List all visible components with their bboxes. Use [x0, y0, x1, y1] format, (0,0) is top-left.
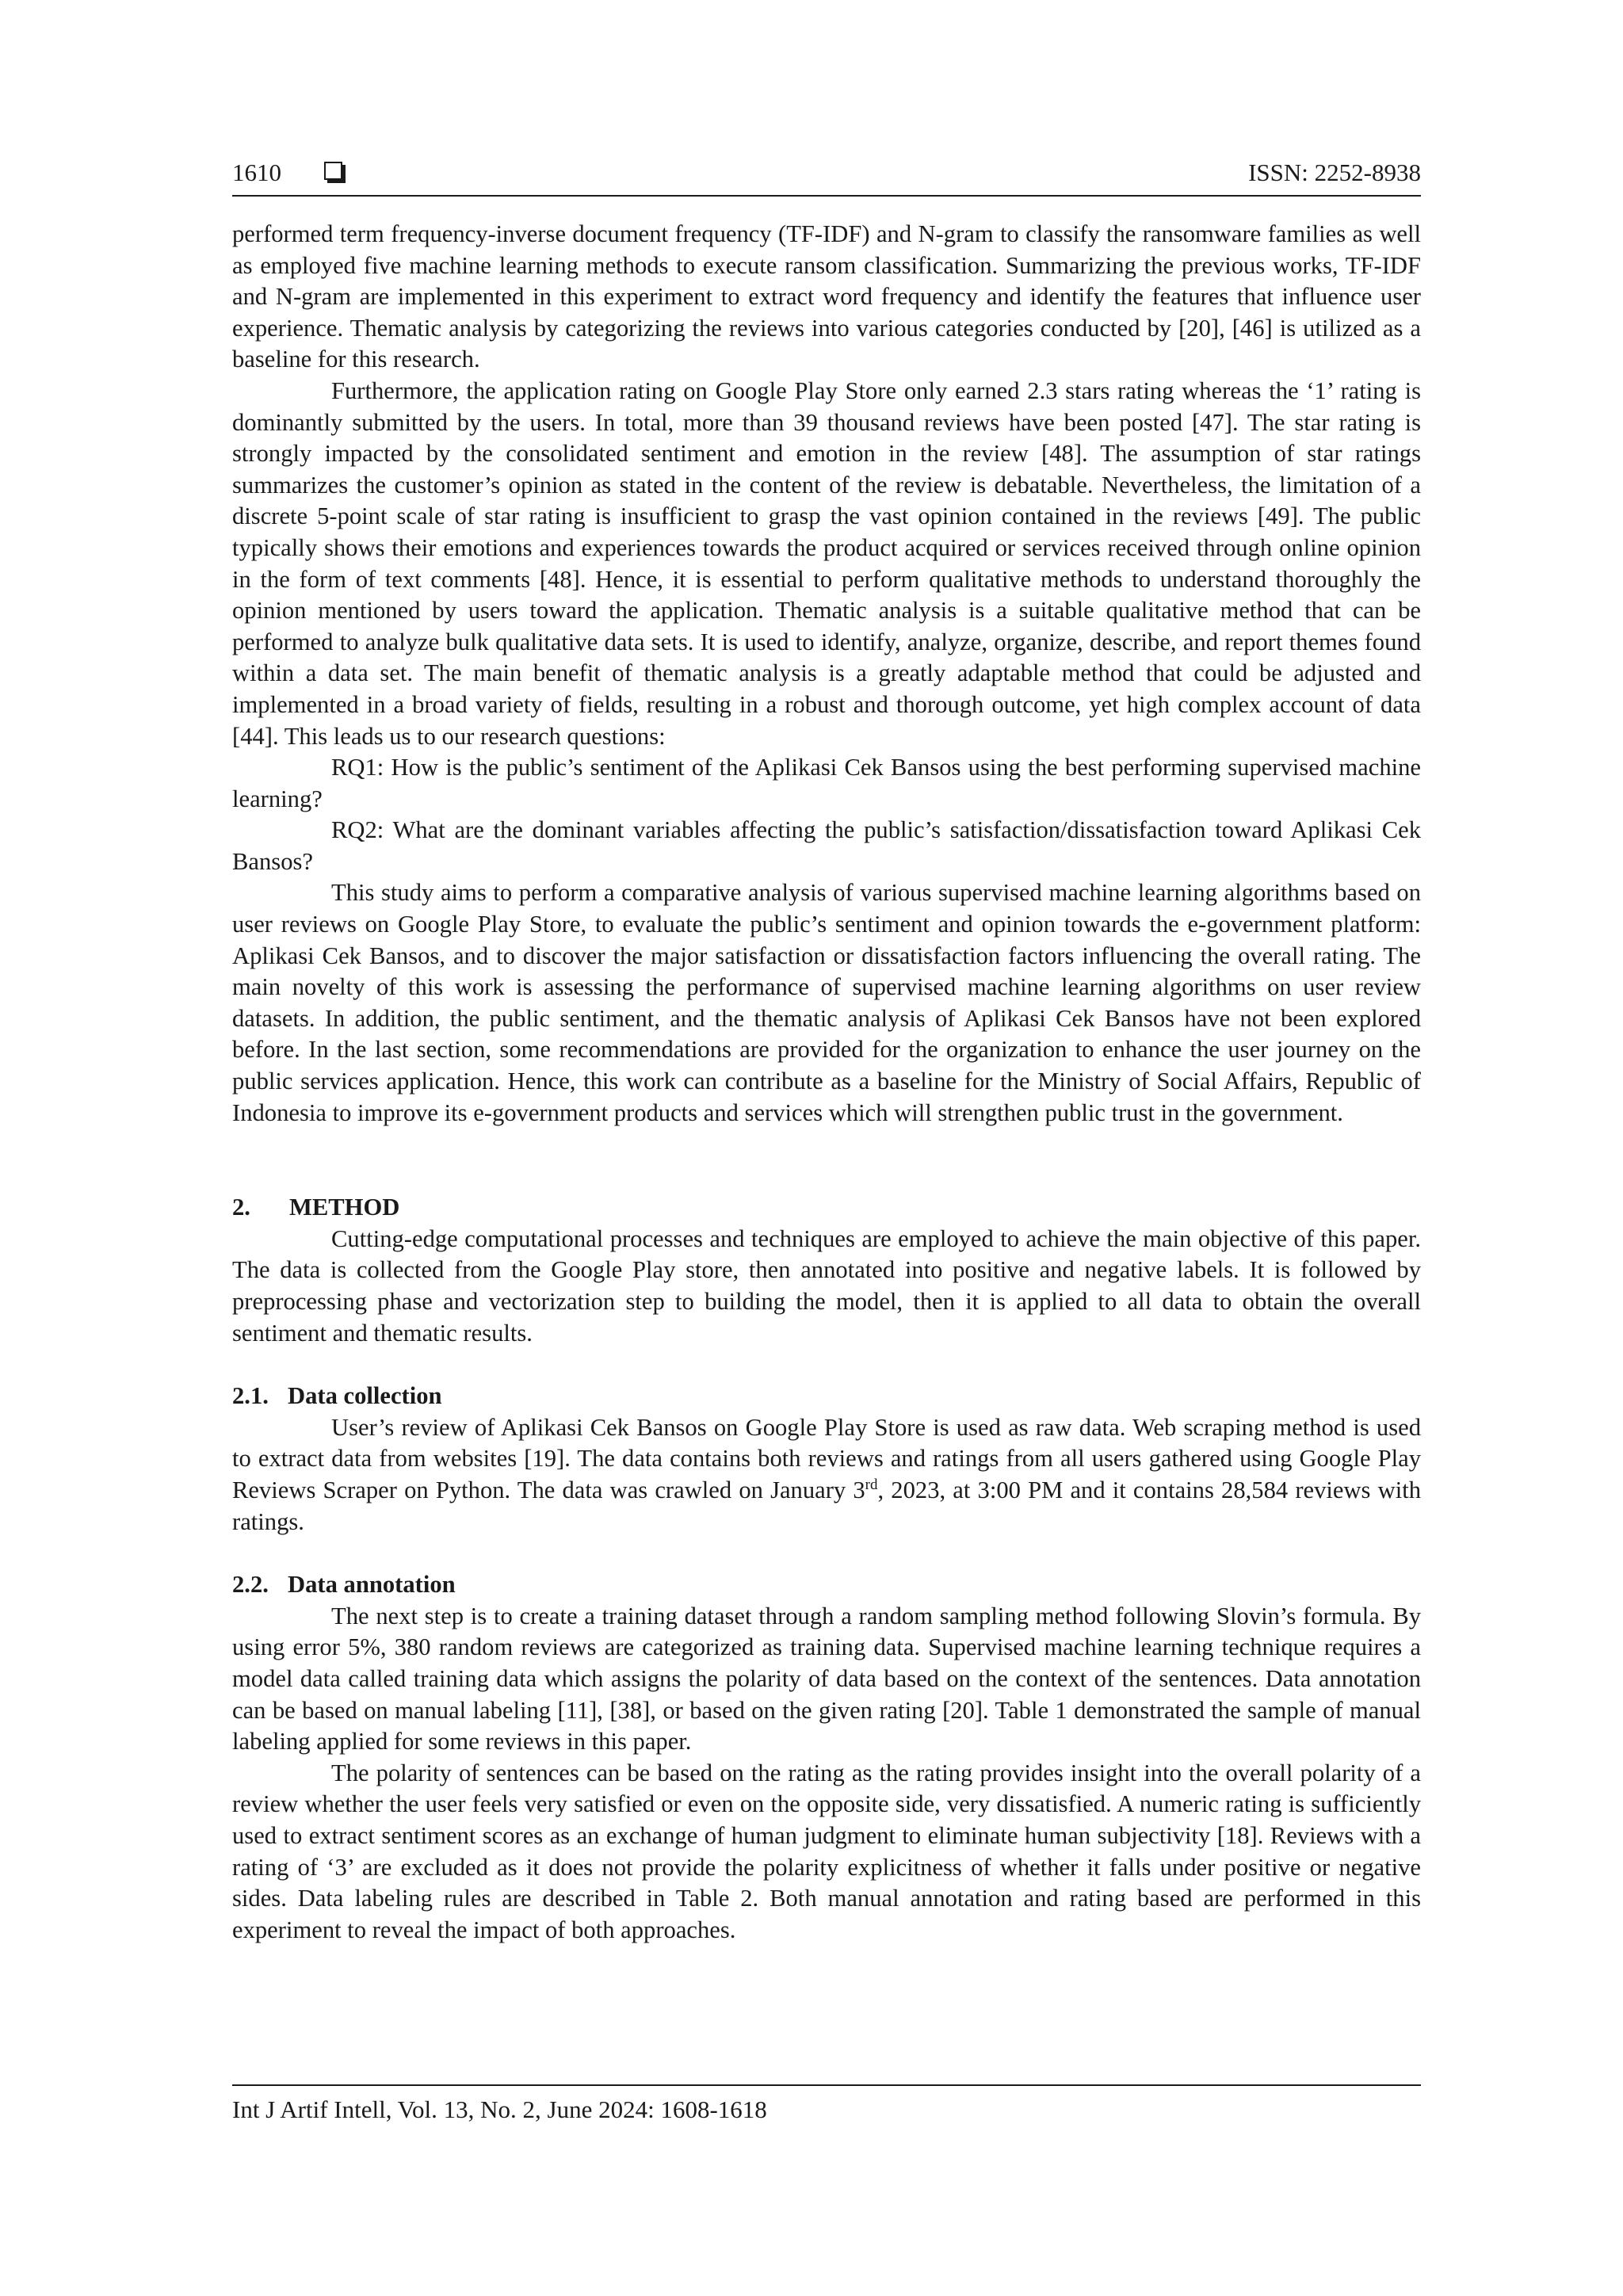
data-annotation-paragraph-2: The polarity of sentences can be based on the rating as the rating provides insight into the overall polarity of a review whether the user feels very satisfied or even on the opposite side, very dissatisfied. A numeric rating is sufficiently used to extract sentiment scores as an exchange of human judgment to eliminate human subjectivity [18]. Reviews with a rating of ‘3’ are excluded as it does not provide the polarity explicitness of whether it falls under positive or negative sides. Data labeling rules are described in Table 2. Both manual annotation and rating based are performed in this experiment to reveal the impact of both approaches.	[232, 1759, 1421, 1943]
subsection-title: Data annotation	[288, 1571, 456, 1599]
section-number: 2.	[232, 1194, 250, 1221]
running-footer	[232, 2084, 1421, 2127]
body-text	[232, 219, 1421, 1946]
issn-label: ISSN: 2252-8938	[1248, 159, 1421, 186]
intro-paragraph-2: Furthermore, the application rating on Google Play Store only earned 2.3 stars rating whereas the ‘1’ rating is dominantly submitted by the users. In total, more than 39 thousand reviews have been posted [47]. The star rating is strongly impacted by the consolidated sentiment and emotion in the review [48]. The assumption of star ratings summarizes the customer’s opinion as stated in the content of the review is debatable. Nevertheless, the limitation of a discrete 5-point scale of star rating is insufficient to grasp the vast opinion contained in the reviews [49]. The public typically shows their emotions and experiences towards the product acquired or services received through online opinion in the form of text comments [48]. Hence, it is essential to perform qualitative methods to understand thoroughly the opinion mentioned by users toward the application. Thematic analysis is a suitable qualitative method that can be performed to analyze bulk qualitative data sets. It is used to identify, analyze, organize, describe, and report themes found within a data set. The main benefit of thematic analysis is a greatly adaptable method that could be adjusted and implemented in a broad variety of fields, resulting in a robust and thorough outcome, yet high complex account of data [44]. This leads us to our research questions:	[232, 376, 1421, 750]
subsection-title: Data collection	[288, 1382, 442, 1410]
ordinal-suffix: rd	[865, 1476, 878, 1493]
data-annotation-paragraph-1: The next step is to create a training dataset through a random sampling method following Slovin’s formula. By using error 5%, 380 random reviews are categorized as training data. Supervised machine learning technique requires a model data called training data which assigns the polarity of data based on the context of the sentences. Data annotation can be based on manual labeling [11], [38], or based on the given rating [20]. Table 1 demonstrated the sample of manual labeling applied for some reviews in this paper.	[232, 1602, 1421, 1755]
data-collection-text: User’s review of Aplikasi Cek Bansos on Google Play Store is used as raw data. Web scraping method is used to extract data from websites [19]. The data contains both reviews and ratings from all users gathered using Google Play Reviews Scraper on Python. The data was crawled on January 3	[232, 1413, 1421, 1503]
method-paragraph: Cutting-edge computational processes and techniques are employed to achieve the main objective of this paper. The data is collected from the Google Play store, then annotated into positive and negative labels. It is followed by preprocessing phase and vectorization step to building the model, then it is applied to all data to obtain the overall sentiment and thematic results.	[232, 1224, 1421, 1347]
section-title: METHOD	[289, 1194, 400, 1221]
intro-paragraph-3: This study aims to perform a comparative analysis of various supervised machine learning algorithms based on user reviews on Google Play Store, to evaluate the public’s sentiment and opinion towards the e-government platform: Aplikasi Cek Bansos, and to discover the major satisfaction or dissatisfaction factors influencing the overall rating. The main novelty of this work is assessing the performance of supervised machine learning algorithms on user review datasets. In addition, the public sentiment, and the thematic analysis of Aplikasi Cek Bansos have not been explored before. In the last section, some recommendations are provided for the organization to enhance the user journey on the public services application. Hence, this work can contribute as a baseline for the Ministry of Social Affairs, Republic of Indonesia to improve its e-government products and services which will strengthen public trust in the government.	[232, 879, 1421, 1126]
data-collection-text-end: , 2023, at 3:00 PM and it contains 28,584 reviews with ratings.	[232, 1476, 1422, 1535]
subsection-number: 2.1.	[232, 1382, 269, 1410]
subsection-number: 2.2.	[232, 1571, 269, 1599]
research-question-2: RQ2: What are the dominant variables affecting the public’s satisfaction/dissatisfaction toward Aplikasi Cek Bansos?	[232, 816, 1421, 875]
intro-paragraph-1: performed term frequency-inverse document frequency (TF-IDF) and N-gram to classify the ransomware families as well as employed five machine learning methods to execute ransom classification. Summarizing the previous works, TF-IDF and N-gram are implemented in this experiment to extract word frequency and identify the features that influence user experience. Thematic analysis by categorizing the reviews into various categories conducted by [20], [46] is utilized as a baseline for this research.	[232, 220, 1421, 373]
subsection-heading-data-collection	[232, 1381, 1421, 1412]
page-number: 1610	[232, 159, 281, 186]
research-question-1: RQ1: How is the public’s sentiment of the Aplikasi Cek Bansos using the best performing supervised machine learning?	[232, 754, 1421, 812]
data-collection-paragraph	[232, 1412, 1421, 1538]
square-bullet-icon	[324, 162, 342, 180]
journal-citation: Int J Artif Intell, Vol. 13, No. 2, June 2024: 1608-1618	[232, 2095, 767, 2123]
running-header	[232, 152, 1421, 197]
section-heading-method	[232, 1192, 1421, 1224]
subsection-heading-data-annotation	[232, 1569, 1421, 1601]
